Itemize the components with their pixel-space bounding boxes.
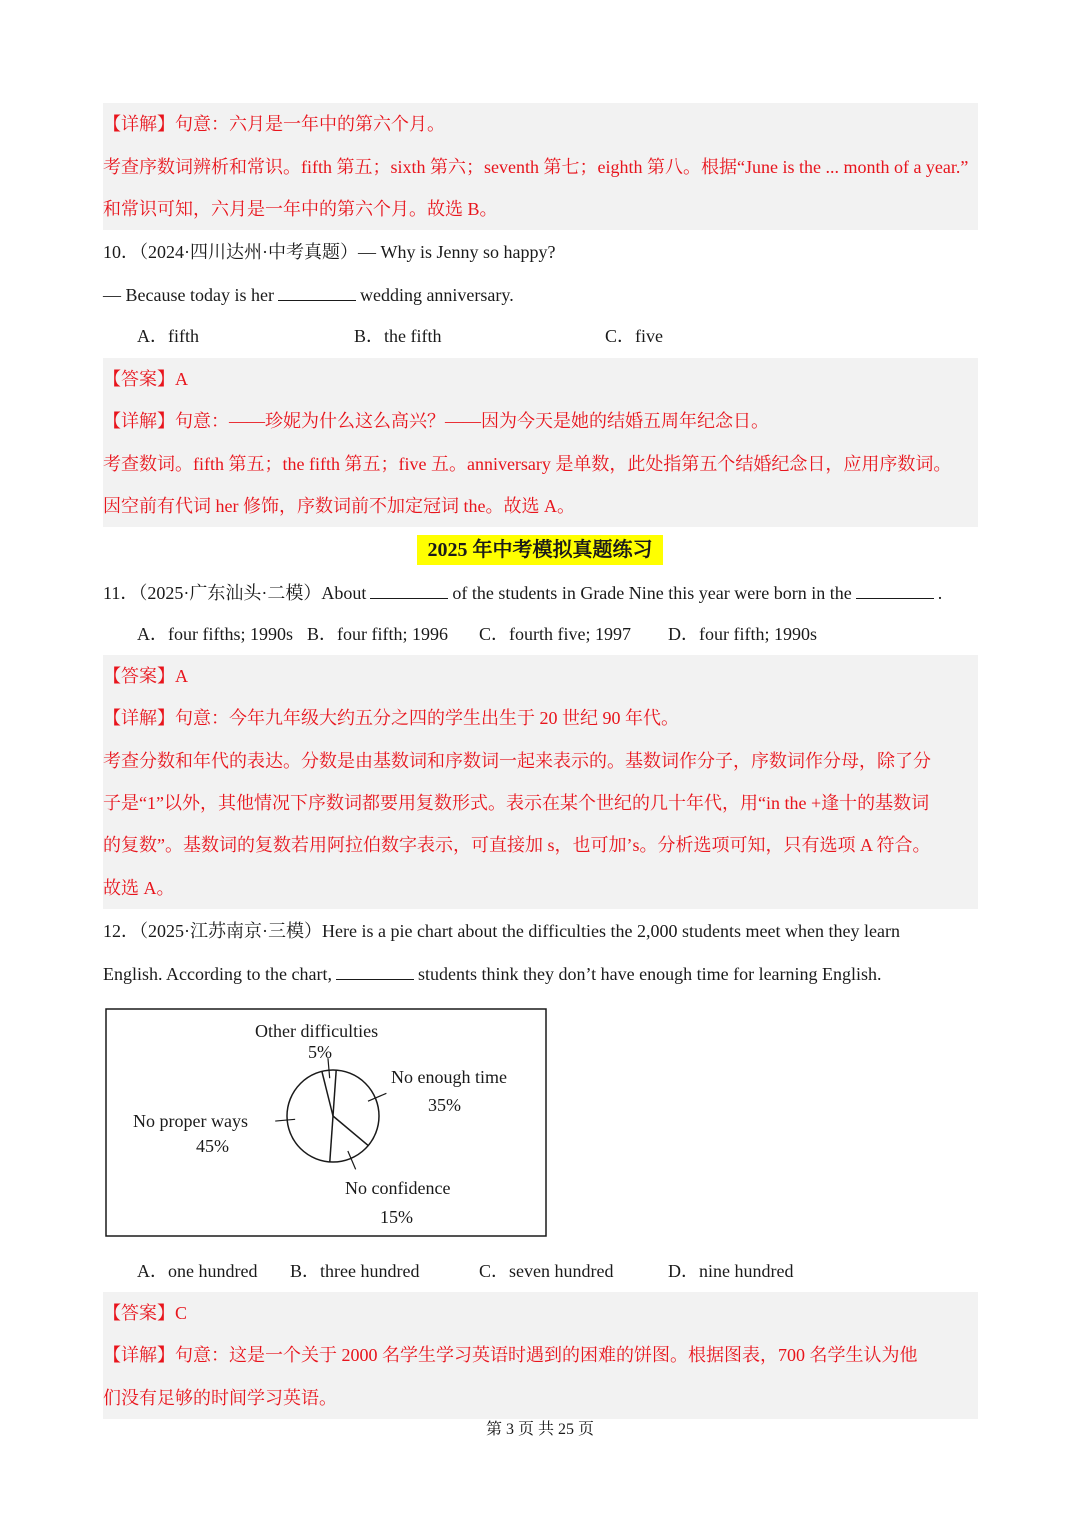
q10-answer: 【答案】A	[103, 369, 188, 389]
q10-line2-before: — Because today is her	[103, 285, 274, 305]
q11-analysis-line4: 故选 A。	[103, 878, 175, 898]
q11-blank-2	[856, 580, 934, 599]
q12-stem2-after: students think they don’t have enough time for learning English.	[417, 964, 882, 984]
q12-stem-line2	[103, 961, 882, 986]
q11-option-d: D．four fifth; 1990s	[668, 624, 817, 644]
value-no-proper-ways: 45%	[196, 1136, 229, 1156]
q12-answer: 【答案】C	[103, 1303, 188, 1323]
q10-analysis-line1: 考查数词。fifth 第五；the fifth 第五；five 五。anniversary 是单数，此处指第五个结婚纪念日，应用序数词。	[103, 454, 952, 474]
q10-analysis-line2: 因空前有代词 her 修饰，序数词前不加定冠词 the。故选 A。	[103, 496, 575, 516]
q10-option-a: A．fifth	[137, 326, 199, 346]
q12-option-d: D．nine hundred	[668, 1261, 794, 1281]
q11-answer: 【答案】A	[103, 666, 188, 686]
label-other-difficulties: Other difficulties	[255, 1021, 379, 1041]
q12-option-b: B．three hundred	[290, 1261, 420, 1281]
q11-analysis-line2: 子是“1”以外，其他情况下序数词都要用复数形式。表示在某个世纪的几十年代，用“in the +逢十的基数词	[103, 793, 930, 813]
q12-detail-line1: 【详解】句意：这是一个关于 2000 名学生学习英语时遇到的困难的饼图。根据图表，700 名学生认为他	[103, 1345, 918, 1365]
section-title: 2025 年中考模拟真题练习	[417, 535, 663, 565]
q10-stem: 10．（2024·四川达州·中考真题）— Why is Jenny so happy?	[103, 242, 556, 262]
q9-analysis-line1: 考查序数词辨析和常识。fifth 第五；sixth 第六；seventh 第七；eighth 第八。根据“June is the ... month of a year.”	[103, 157, 969, 177]
q10-detail: 【详解】句意：——珍妮为什么这么高兴？——因为今天是她的结婚五周年纪念日。	[103, 411, 769, 431]
q12-detail-line2: 们没有足够的时间学习英语。	[103, 1388, 337, 1408]
label-no-confidence: No confidence	[345, 1178, 451, 1198]
pie-chart	[105, 1008, 547, 1237]
q11-blank-1	[370, 580, 448, 599]
value-no-confidence: 15%	[380, 1207, 413, 1227]
q11-analysis-line1: 考查分数和年代的表达。分数是由基数词和序数词一起来表示的。基数词作分子，序数词作分母，除了分	[103, 751, 931, 771]
q11-option-a: A．four fifths; 1990s	[137, 624, 293, 644]
q11-stem-before: 11．（2025·广东汕头·二模）About	[103, 583, 367, 603]
q12-option-c: C．seven hundred	[479, 1261, 614, 1281]
label-no-enough-time: No enough time	[391, 1067, 507, 1087]
q12-stem2-before: English. According to the chart,	[103, 964, 332, 984]
q12-blank	[336, 961, 414, 980]
explanation-box-q11	[103, 655, 978, 909]
q10-line2-after: wedding anniversary.	[359, 285, 514, 305]
q9-detail: 【详解】句意：六月是一年中的第六个月。	[103, 114, 445, 134]
q10-option-c: C．five	[605, 326, 663, 346]
q12-stem-line1: 12．（2025·江苏南京·三模）Here is a pie chart about the difficulties the 2,000 students meet when they learn	[103, 921, 900, 941]
q9-analysis-line2: 和常识可知，六月是一年中的第六个月。故选 B。	[103, 199, 498, 219]
q10-blank	[278, 282, 356, 301]
page-footer: 第 3 页 共 25 页	[485, 1421, 594, 1438]
value-no-enough-time: 35%	[428, 1095, 461, 1115]
value-other-difficulties: 5%	[308, 1042, 332, 1062]
q11-option-c: C．fourth five; 1997	[479, 624, 631, 644]
q12-option-a: A．one hundred	[137, 1261, 258, 1281]
q11-stem-end: .	[937, 583, 943, 603]
q10-line2	[103, 282, 514, 307]
q11-option-b: B．four fifth; 1996	[307, 624, 448, 644]
q11-stem	[103, 580, 942, 605]
q11-detail: 【详解】句意：今年九年级大约五分之四的学生出生于 20 世纪 90 年代。	[103, 708, 679, 728]
q10-option-b: B．the fifth	[354, 326, 442, 346]
label-no-proper-ways: No proper ways	[133, 1111, 248, 1131]
q11-stem-middle: of the students in Grade Nine this year were born in the	[452, 583, 852, 603]
q11-analysis-line3: 的复数”。基数词的复数若用阿拉伯数字表示，可直接加 s，也可加’s。分析选项可知，只有选项 A 符合。	[103, 835, 931, 855]
